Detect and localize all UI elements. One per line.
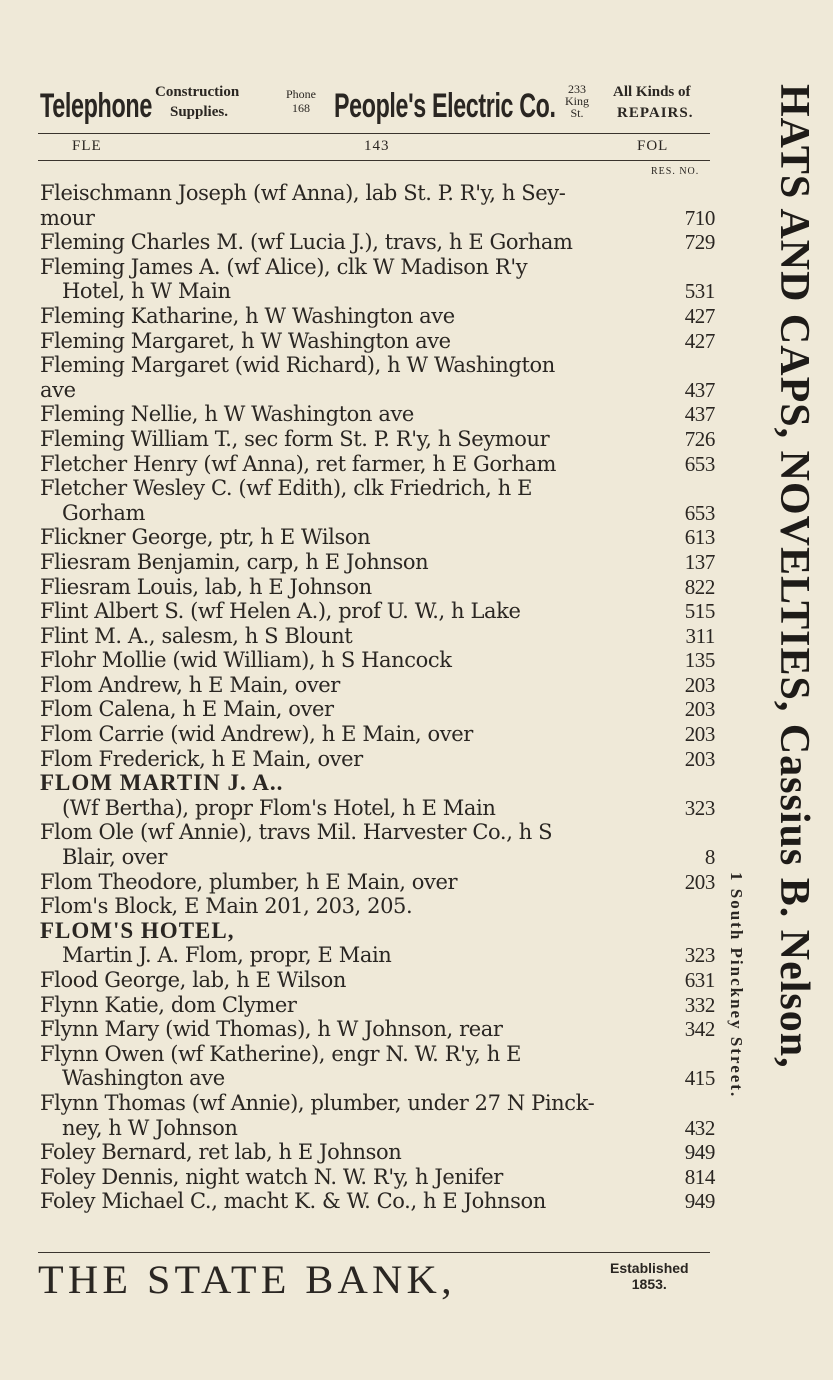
residence-number: 726	[684, 426, 715, 451]
directory-entry	[40, 501, 715, 526]
running-head-left: FLE	[72, 138, 102, 154]
directory-entry	[40, 943, 715, 968]
running-head-rule	[38, 160, 710, 161]
residence-number: 531	[684, 279, 715, 304]
directory-entry	[40, 402, 715, 427]
entry-text: Flom Calena, h E Main, over	[40, 697, 334, 722]
entry-text: Hotel, h W Main	[62, 279, 231, 304]
directory-entry	[40, 255, 715, 280]
entry-text: Flynn Owen (wf Katherine), engr N. W. R'y, h E	[40, 1041, 522, 1066]
address-street-st: St.	[570, 106, 584, 120]
entry-text: Fleming Margaret, h W Washington ave	[40, 328, 451, 353]
residence-number: 332	[684, 992, 715, 1017]
directory-entry	[40, 870, 715, 895]
residence-number: 814	[684, 1164, 715, 1189]
construction-text: Construction	[155, 84, 240, 100]
running-head-right: FOL	[637, 138, 669, 154]
residence-number: 135	[684, 648, 715, 673]
residence-number: 311	[685, 623, 715, 648]
directory-entry	[40, 1140, 715, 1165]
residence-number: 515	[684, 599, 715, 624]
entry-text: Fletcher Henry (wf Anna), ret farmer, h E Gorham	[40, 451, 557, 476]
directory-entry	[40, 525, 715, 550]
supplies-text: Supplies.	[170, 104, 228, 120]
entry-text: Gorham	[62, 500, 146, 525]
directory-heading	[40, 771, 715, 796]
header-advertisement	[40, 80, 720, 130]
page-number: 143	[364, 138, 390, 154]
company-name: People's Electric Co.	[334, 87, 556, 125]
directory-entry	[40, 993, 715, 1018]
entry-text: Washington ave	[62, 1066, 225, 1091]
entry-text: Flom Carrie (wid Andrew), h E Main, over	[40, 722, 473, 747]
directory-entry	[40, 427, 715, 452]
residence-number: 949	[684, 1140, 715, 1165]
side-advertisement: HATS AND CAPS, NOVELTIES, Cassius B. Nelson,	[771, 84, 817, 1069]
residence-number: 729	[684, 230, 715, 255]
entry-text: Fleming Charles M. (wf Lucia J.), travs, h E Gorham	[40, 230, 573, 255]
directory-entry	[40, 1091, 715, 1116]
entry-text: Blair, over	[62, 845, 168, 870]
directory-entry	[40, 1189, 715, 1214]
directory-entry	[40, 1042, 715, 1067]
directory-entry	[40, 968, 715, 993]
residence-number: 203	[684, 746, 715, 771]
entry-text: Fliesram Louis, lab, h E Johnson	[40, 574, 372, 599]
entry-text: Flohr Mollie (wid William), h S Hancock	[40, 648, 452, 673]
directory-entry	[40, 648, 715, 673]
repairs-line-1: All Kinds of	[613, 84, 691, 100]
directory-entry	[40, 575, 715, 600]
residence-number: 203	[684, 672, 715, 697]
residence-number: 342	[684, 1017, 715, 1042]
directory-entry	[40, 624, 715, 649]
entry-text: Flynn Katie, dom Clymer	[40, 992, 297, 1017]
directory-entry	[40, 1017, 715, 1042]
directory-entry	[40, 796, 715, 821]
entry-text: Flom Frederick, h E Main, over	[40, 746, 363, 771]
residence-number: 631	[684, 968, 715, 992]
entry-text: Flom Theodore, plumber, h E Main, over	[40, 869, 458, 894]
residence-number: 427	[684, 328, 715, 353]
residence-number: 427	[684, 303, 715, 328]
residence-number: 437	[684, 377, 715, 402]
directory-entry	[40, 673, 715, 698]
residence-number: 323	[684, 943, 715, 968]
residence-number: 203	[684, 697, 715, 722]
res-no-label: RES. NO.	[651, 166, 700, 177]
entry-text: Flint M. A., salesm, h S Blount	[40, 623, 353, 648]
header-rule	[38, 133, 710, 134]
bank-advertisement: THE STATE BANK,	[38, 1257, 456, 1302]
entry-text: Fleming James A. (wf Alice), clk W Madison R'y	[40, 254, 528, 279]
entry-text: ney, h W Johnson	[62, 1115, 238, 1140]
address-street-king: King	[565, 94, 589, 108]
residence-number: 323	[684, 795, 715, 820]
entry-text: Flynn Mary (wid Thomas), h W Johnson, rear	[40, 1017, 503, 1042]
residence-number: 653	[684, 500, 715, 525]
residence-number: 437	[684, 402, 715, 427]
directory-heading	[40, 919, 715, 944]
directory-entry	[40, 747, 715, 772]
directory-entry	[40, 1165, 715, 1190]
entry-text: Flom's Block, E Main 201, 203, 205.	[40, 894, 413, 919]
residence-number: 415	[684, 1066, 715, 1091]
entry-text: Fleming William T., sec form St. P. R'y, h Seymour	[40, 426, 550, 451]
entry-text: Flom Ole (wf Annie), travs Mil. Harvester Co., h S	[40, 820, 553, 845]
directory-entry	[40, 599, 715, 624]
side-advertisement-address: 1 South Pinckney Street.	[727, 872, 746, 1099]
entry-text: Fliesram Benjamin, carp, h E Johnson	[40, 549, 429, 574]
entry-text: Foley Dennis, night watch N. W. R'y, h Jenifer	[40, 1164, 503, 1189]
directory-entry	[40, 1116, 715, 1141]
entry-text: Flynn Thomas (wf Annie), plumber, under 27 N Pinck-	[40, 1090, 595, 1115]
phone-label: Phone	[286, 87, 316, 101]
directory-entry	[40, 206, 715, 231]
entry-text: Fleming Nellie, h W Washington ave	[40, 402, 414, 427]
entry-text: Martin J. A. Flom, propr, E Main	[62, 943, 392, 968]
directory-entry	[40, 181, 715, 206]
directory-entry	[40, 820, 715, 845]
residence-number: 613	[684, 525, 715, 550]
directory-entry	[40, 329, 715, 354]
residence-number: 653	[684, 451, 715, 476]
directory-entry	[40, 845, 715, 870]
entry-text: Flickner George, ptr, h E Wilson	[40, 525, 371, 550]
entry-text: Fleming Margaret (wid Richard), h W Washington	[40, 353, 555, 378]
directory-entry	[40, 894, 715, 919]
established-year: 1853.	[631, 1276, 667, 1292]
entry-text: Fletcher Wesley C. (wf Edith), clk Friedrich, h E	[40, 476, 533, 501]
residence-number: 710	[684, 205, 715, 230]
address-number: 233	[568, 82, 586, 96]
entry-text: Fleischmann Joseph (wf Anna), lab St. P. R'y, h Sey-	[40, 181, 566, 205]
entry-text: FLOM MARTIN J. A..	[40, 770, 284, 796]
entry-text: Flint Albert S. (wf Helen A.), prof U. W., h Lake	[40, 599, 521, 624]
entry-text: Fleming Katharine, h W Washington ave	[40, 303, 455, 328]
directory-entry	[40, 550, 715, 575]
entry-text: ave	[40, 377, 76, 402]
directory-entry	[40, 304, 715, 329]
residence-number: 203	[684, 869, 715, 894]
residence-number: 203	[684, 722, 715, 747]
directory-entry	[40, 353, 715, 378]
telephone-heading: Telephone	[40, 87, 152, 125]
entry-text: FLOM'S HOTEL,	[40, 917, 235, 943]
residence-number: 822	[684, 574, 715, 599]
residence-number: 432	[684, 1115, 715, 1140]
entry-text: Flom Andrew, h E Main, over	[40, 672, 340, 697]
entry-text: (Wf Bertha), propr Flom's Hotel, h E Main	[62, 795, 496, 820]
directory-listing	[40, 181, 715, 1214]
entry-text: Foley Michael C., macht K. & W. Co., h E Johnson	[40, 1189, 546, 1214]
residence-number: 137	[684, 549, 715, 574]
directory-entry	[40, 452, 715, 477]
entry-text: Flood George, lab, h E Wilson	[40, 968, 347, 992]
directory-entry	[40, 230, 715, 255]
phone-number: 168	[292, 101, 310, 115]
directory-entry	[40, 1066, 715, 1091]
footer-rule	[38, 1252, 710, 1253]
residence-number: 8	[704, 845, 715, 870]
directory-entry	[40, 476, 715, 501]
directory-entry	[40, 279, 715, 304]
established-notice	[610, 1260, 689, 1292]
entry-text: mour	[40, 205, 95, 230]
repairs-line-2: REPAIRS.	[617, 105, 694, 121]
entry-text: Foley Bernard, ret lab, h E Johnson	[40, 1140, 402, 1165]
directory-entry	[40, 697, 715, 722]
directory-entry	[40, 378, 715, 403]
established-label: Established	[610, 1260, 689, 1276]
residence-number: 949	[684, 1189, 715, 1214]
directory-entry	[40, 722, 715, 747]
